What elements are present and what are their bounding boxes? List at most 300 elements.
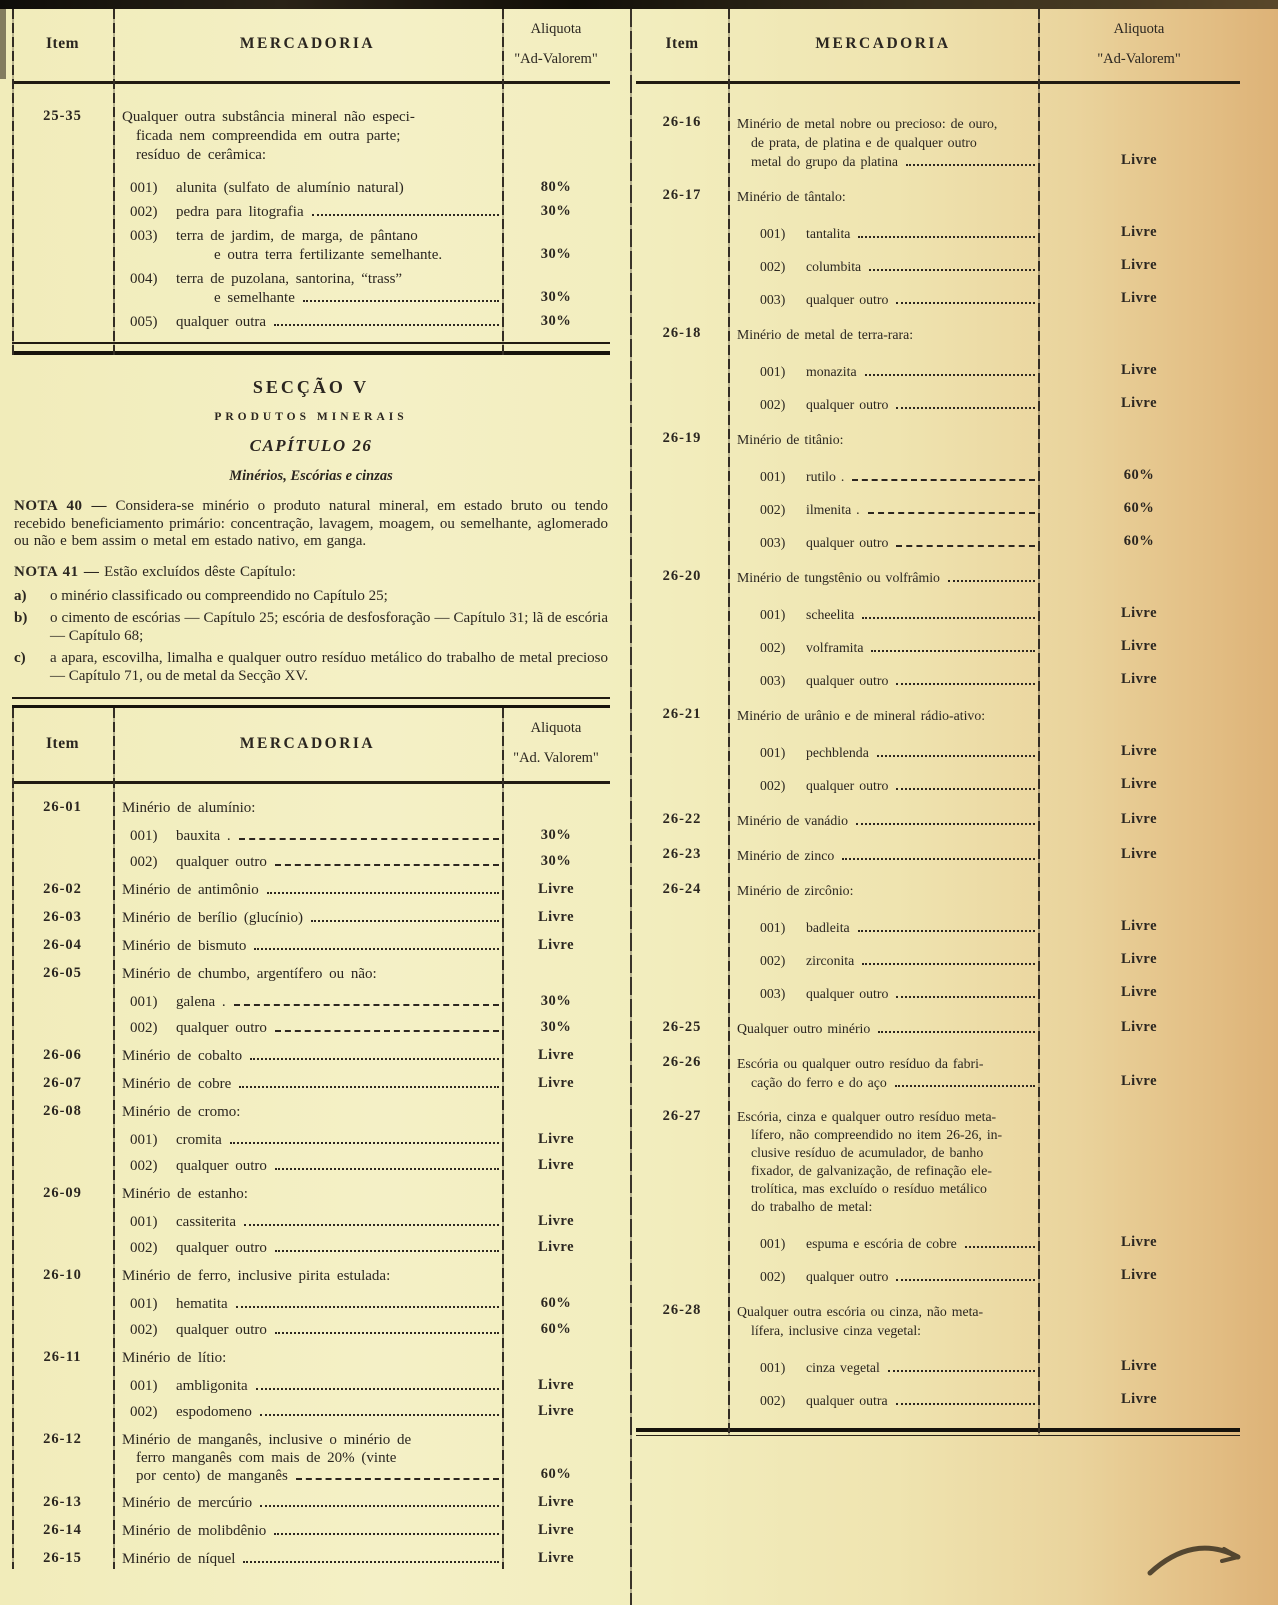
rate-value: Livre bbox=[537, 908, 575, 925]
subitem-code: 003) bbox=[130, 228, 158, 245]
item-number-empty bbox=[12, 1239, 113, 1258]
description-text: qualquer outro bbox=[806, 397, 889, 413]
subitem-description bbox=[113, 1321, 502, 1340]
table-row bbox=[636, 187, 1240, 206]
rate-value: 60% bbox=[540, 1320, 572, 1337]
description-line bbox=[760, 984, 1038, 1003]
description-line bbox=[737, 1108, 1038, 1126]
rate-value: 60% bbox=[540, 1465, 572, 1482]
dot-leader bbox=[250, 1058, 499, 1060]
description-line bbox=[130, 1213, 502, 1231]
item-number: 26-02 bbox=[43, 880, 82, 897]
item-number-empty bbox=[636, 743, 728, 762]
rate-value bbox=[1038, 447, 1240, 449]
table-subrow bbox=[636, 500, 1240, 519]
subitem-description bbox=[113, 1239, 502, 1258]
description-line bbox=[737, 133, 1038, 152]
description-text: por cento) de manganês bbox=[136, 1467, 288, 1484]
rate-value: Livre bbox=[1120, 918, 1158, 935]
subitem-code: 001) bbox=[130, 1295, 158, 1312]
dot-leader bbox=[275, 1030, 499, 1032]
merchandise-description bbox=[728, 811, 1038, 830]
subitem-code: 001) bbox=[760, 745, 786, 761]
description-text: metal do grupo da platina bbox=[751, 154, 898, 170]
description-line bbox=[737, 1019, 1038, 1038]
subitem-code: 002) bbox=[760, 1393, 786, 1409]
merchandise-description bbox=[113, 909, 502, 928]
subitem-description bbox=[728, 362, 1038, 381]
item-number: 26-20 bbox=[662, 568, 702, 585]
item-number: 26-08 bbox=[43, 1102, 82, 1119]
description-text: Minério de bismuto bbox=[122, 937, 247, 954]
description-line bbox=[760, 1267, 1038, 1286]
rate-value: Livre bbox=[537, 1212, 575, 1229]
rate-value: 30% bbox=[540, 826, 572, 843]
description-text: qualquer outro bbox=[806, 535, 889, 551]
description-text: Minério de berílio (glucínio) bbox=[122, 909, 304, 926]
table-subrow bbox=[636, 671, 1240, 690]
exclusion-item bbox=[14, 609, 608, 645]
exclusion-text: a apara, escovilha, limalha e qualquer outro resíduo metálico do trabalho de metal precioso — Capítulo 71, ou de metal da Secção XV. bbox=[50, 650, 608, 685]
dot-leader bbox=[239, 1086, 499, 1088]
exclusion-item bbox=[14, 649, 608, 685]
item-number-empty bbox=[636, 1358, 728, 1377]
table-subrow bbox=[636, 257, 1240, 276]
subitem-code: 001) bbox=[760, 226, 786, 242]
item-number-empty bbox=[12, 853, 113, 872]
item-number-empty bbox=[636, 1234, 728, 1253]
description-text: qualquer outra bbox=[176, 314, 267, 331]
description-text: Minério de lítio: bbox=[122, 1349, 227, 1366]
column-header-mercadoria: MERCADORIA bbox=[239, 734, 376, 752]
description-line bbox=[122, 1047, 502, 1065]
description-text: de prata, de platina e de qualquer outro bbox=[751, 135, 977, 151]
rate-value: Livre bbox=[537, 1493, 575, 1510]
table-row bbox=[636, 1054, 1240, 1092]
description-line bbox=[737, 152, 1038, 171]
exclusion-text: o minério classificado ou compreendido no Capítulo 25; bbox=[50, 588, 388, 605]
subitem-description bbox=[728, 984, 1038, 1003]
subitem-description bbox=[113, 1157, 502, 1176]
item-number-empty bbox=[636, 257, 728, 276]
dot-leader bbox=[254, 948, 499, 950]
table-subrow bbox=[636, 984, 1240, 1003]
description-text: rutilo . bbox=[806, 469, 845, 485]
table-row bbox=[636, 1019, 1240, 1038]
merchandise-description bbox=[728, 1019, 1038, 1038]
rate-value bbox=[502, 1119, 610, 1121]
table-subrow bbox=[636, 743, 1240, 762]
section-subtitle-produtos: PRODUTOS MINERAIS bbox=[214, 411, 408, 424]
ad-valorem-label: "Ad. Valorem" bbox=[513, 750, 599, 767]
description-text: resíduo de cerâmica: bbox=[136, 147, 267, 164]
description-text: fixador, de galvanização, de refinação ele- bbox=[751, 1163, 992, 1179]
subitem-description bbox=[113, 313, 502, 332]
description-line bbox=[130, 1377, 502, 1395]
dot-leader bbox=[896, 545, 1035, 547]
item-number-empty bbox=[12, 1403, 113, 1422]
table-subrow bbox=[636, 1267, 1240, 1286]
rate-value: Livre bbox=[537, 880, 575, 897]
item-number: 26-22 bbox=[662, 811, 702, 828]
rate-value bbox=[1038, 585, 1240, 587]
subitem-description bbox=[728, 257, 1038, 276]
description-line bbox=[760, 224, 1038, 243]
table-row bbox=[12, 1522, 610, 1541]
description-line bbox=[130, 270, 502, 289]
description-text: galena . bbox=[176, 993, 226, 1010]
dot-leader bbox=[896, 788, 1035, 790]
nota-41-label: NOTA 41 — bbox=[14, 563, 100, 580]
item-number-empty bbox=[636, 224, 728, 243]
table-subrow bbox=[12, 1019, 610, 1038]
rate-value bbox=[502, 163, 610, 165]
table-closing-rule bbox=[636, 1428, 1240, 1436]
subitem-code: 001) bbox=[130, 827, 158, 844]
subitem-description bbox=[113, 993, 502, 1012]
description-line bbox=[737, 430, 1038, 449]
table-row bbox=[12, 1494, 610, 1513]
description-line bbox=[737, 187, 1038, 206]
subitem-code: 002) bbox=[760, 1269, 786, 1285]
subitem-description bbox=[728, 224, 1038, 243]
description-line bbox=[737, 1321, 1038, 1340]
table-row bbox=[12, 1075, 610, 1094]
description-line bbox=[737, 1144, 1038, 1162]
rate-value: 60% bbox=[540, 1294, 572, 1311]
rate-value: 30% bbox=[540, 1018, 572, 1035]
table-border-line bbox=[12, 9, 14, 355]
dot-leader bbox=[858, 930, 1035, 932]
dot-leader bbox=[260, 1505, 499, 1507]
description-line bbox=[737, 1180, 1038, 1198]
description-text: ilmenita . bbox=[806, 502, 860, 518]
exclusion-text: o cimento de escórias — Capítulo 25; escória de desfosforação — Capítulo 31; lã de escória — Capítulo 68; bbox=[50, 610, 608, 645]
description-line bbox=[737, 568, 1038, 587]
subitem-code: 001) bbox=[130, 993, 158, 1010]
rate-value: Livre bbox=[1120, 951, 1158, 968]
rate-value: Livre bbox=[1120, 395, 1158, 412]
description-line bbox=[122, 1075, 502, 1093]
item-number: 26-27 bbox=[662, 1108, 702, 1125]
description-line bbox=[122, 1522, 502, 1540]
table-subrow bbox=[12, 203, 610, 222]
description-line bbox=[760, 918, 1038, 937]
subitem-description bbox=[728, 671, 1038, 690]
subitem-code: 002) bbox=[130, 1321, 158, 1338]
description-line bbox=[737, 1302, 1038, 1321]
subitem-code: 001) bbox=[130, 1131, 158, 1148]
merchandise-description bbox=[728, 881, 1038, 900]
table-row bbox=[12, 1550, 610, 1569]
description-text: Minério de cromo: bbox=[122, 1103, 241, 1120]
item-number: 26-12 bbox=[43, 1430, 82, 1447]
item-number-empty bbox=[636, 290, 728, 309]
dot-leader bbox=[311, 920, 499, 922]
description-text: Minério de molibdênio bbox=[122, 1522, 267, 1539]
merchandise-description bbox=[728, 1108, 1038, 1216]
rate-value: 30% bbox=[540, 852, 572, 869]
table-body bbox=[12, 84, 610, 332]
table-header-row bbox=[12, 708, 610, 783]
subitem-code: 001) bbox=[130, 1377, 158, 1394]
rate-value: Livre bbox=[537, 1549, 575, 1566]
merchandise-description bbox=[728, 325, 1038, 344]
description-line bbox=[130, 827, 502, 845]
subitem-description bbox=[728, 533, 1038, 552]
rate-value: Livre bbox=[1120, 224, 1158, 241]
item-number: 26-06 bbox=[43, 1046, 82, 1063]
subitem-description bbox=[728, 605, 1038, 624]
subitem-description bbox=[728, 918, 1038, 937]
subitem-description bbox=[728, 776, 1038, 795]
rate-value: Livre bbox=[1120, 846, 1158, 863]
rate-value: Livre bbox=[1120, 1019, 1158, 1036]
column-separator-line bbox=[502, 708, 504, 1568]
description-text: scheelita bbox=[806, 607, 855, 623]
description-line bbox=[122, 909, 502, 927]
table-subrow bbox=[12, 270, 610, 308]
rate-value: Livre bbox=[537, 1238, 575, 1255]
description-text: qualquer outro bbox=[176, 853, 267, 870]
item-number-empty bbox=[636, 362, 728, 381]
description-text: espodomeno bbox=[176, 1403, 252, 1420]
item-number: 26-13 bbox=[43, 1493, 82, 1510]
description-text: Minério de metal nobre ou precioso: de ouro, bbox=[737, 116, 998, 132]
description-line bbox=[737, 811, 1038, 830]
description-line bbox=[760, 776, 1038, 795]
rate-value bbox=[502, 815, 610, 817]
subitem-description bbox=[113, 179, 502, 198]
description-text: Minério de antimônio bbox=[122, 881, 259, 898]
description-text: terra de jardim, de marga, de pântano bbox=[176, 228, 418, 245]
description-line bbox=[122, 1550, 502, 1568]
merchandise-description bbox=[728, 430, 1038, 449]
chapter-title: CAPÍTULO 26 bbox=[249, 436, 373, 456]
description-text: Qualquer outro minério bbox=[737, 1021, 871, 1037]
subitem-description bbox=[728, 290, 1038, 309]
table-row bbox=[636, 114, 1240, 171]
item-number: 26-21 bbox=[662, 706, 702, 723]
subitem-code: 002) bbox=[760, 259, 786, 275]
description-text: pechblenda bbox=[806, 745, 869, 761]
description-line bbox=[760, 743, 1038, 762]
description-line bbox=[130, 1321, 502, 1339]
dot-leader bbox=[239, 838, 499, 840]
exclusion-letter: c) bbox=[14, 650, 26, 667]
subitem-description bbox=[113, 1131, 502, 1150]
dot-leader bbox=[877, 755, 1035, 757]
table-row bbox=[12, 909, 610, 928]
dot-leader bbox=[236, 1306, 499, 1308]
rate-value bbox=[502, 1283, 610, 1285]
table-row bbox=[12, 1349, 610, 1367]
ad-valorem-label: "Ad-Valorem" bbox=[514, 50, 598, 67]
table-row bbox=[12, 108, 610, 165]
rate-value: Livre bbox=[1120, 257, 1158, 274]
nota-40-paragraph bbox=[14, 498, 608, 551]
item-number: 26-18 bbox=[662, 325, 702, 342]
description-text: terra de puzolana, santorina, “trass” bbox=[176, 271, 403, 288]
description-line bbox=[737, 1126, 1038, 1144]
description-text: qualquer outro bbox=[806, 292, 889, 308]
dot-leader bbox=[906, 164, 1035, 166]
dot-leader bbox=[888, 1370, 1035, 1372]
subitem-code: 003) bbox=[760, 673, 786, 689]
description-line bbox=[737, 1054, 1038, 1073]
rate-value: 60% bbox=[1123, 467, 1155, 484]
item-number: 26-09 bbox=[43, 1184, 82, 1201]
subitem-description bbox=[728, 500, 1038, 519]
description-text: Minério de vanádio bbox=[737, 813, 849, 829]
merchandise-description bbox=[113, 1431, 502, 1485]
dot-leader bbox=[230, 1142, 499, 1144]
subitem-code: 002) bbox=[130, 1239, 158, 1256]
dot-leader bbox=[274, 1533, 499, 1535]
nota-40-text: Considera-se minério o produto natural mineral, em estado bruto ou tendo recebido beneficiamento primário: concentração, lavagem, moagem, ou semelhante, aglomerado ou não e bem assim o metal em estado nativo, em ganga. bbox=[14, 498, 608, 550]
description-text: do trabalho de metal: bbox=[751, 1199, 873, 1215]
description-line bbox=[130, 1131, 502, 1149]
rate-value: Livre bbox=[537, 1402, 575, 1419]
table-subrow bbox=[636, 395, 1240, 414]
merchandise-description bbox=[728, 1054, 1038, 1092]
description-text: espuma e escória de cobre bbox=[806, 1236, 957, 1252]
description-line bbox=[122, 799, 502, 817]
item-number-empty bbox=[636, 918, 728, 937]
description-line bbox=[130, 1157, 502, 1175]
dot-leader bbox=[244, 1224, 499, 1226]
item-number-empty bbox=[12, 1213, 113, 1232]
item-number-empty bbox=[636, 605, 728, 624]
rate-value: Livre bbox=[1120, 984, 1158, 1001]
table-subrow bbox=[12, 179, 610, 198]
description-line bbox=[760, 395, 1038, 414]
table-body bbox=[12, 784, 610, 1569]
table-subrow bbox=[12, 1321, 610, 1340]
item-number: 26-25 bbox=[662, 1019, 702, 1036]
item-number: 26-17 bbox=[662, 187, 702, 204]
table-row bbox=[636, 430, 1240, 449]
description-line bbox=[130, 1239, 502, 1257]
rate-value: Livre bbox=[1120, 152, 1158, 169]
dot-leader bbox=[275, 1250, 499, 1252]
description-text: qualquer outro bbox=[176, 1239, 267, 1256]
table-subrow bbox=[12, 1403, 610, 1422]
description-text: pedra para litografia bbox=[176, 204, 304, 221]
description-line bbox=[122, 108, 502, 127]
description-text: bauxita . bbox=[176, 827, 231, 844]
column-header-item: Item bbox=[665, 35, 699, 53]
table-row bbox=[636, 1302, 1240, 1340]
column-header-aliquota bbox=[1038, 21, 1240, 67]
description-text: qualquer outro bbox=[806, 673, 889, 689]
description-text: qualquer outro bbox=[806, 986, 889, 1002]
column-separator-line bbox=[728, 9, 730, 1436]
rate-value: Livre bbox=[1120, 638, 1158, 655]
item-number: 26-23 bbox=[662, 846, 702, 863]
merchandise-description bbox=[728, 1302, 1038, 1340]
subitem-code: 004) bbox=[130, 271, 158, 288]
description-line bbox=[737, 846, 1038, 865]
table-row bbox=[636, 811, 1240, 830]
subitem-code: 001) bbox=[760, 920, 786, 936]
merchandise-description bbox=[113, 1047, 502, 1066]
subitem-description bbox=[728, 1234, 1038, 1253]
rate-value: Livre bbox=[1120, 605, 1158, 622]
item-number: 26-28 bbox=[662, 1302, 702, 1319]
nota-40-label: NOTA 40 — bbox=[14, 498, 107, 515]
subitem-code: 001) bbox=[130, 180, 158, 197]
item-number-empty bbox=[12, 993, 113, 1012]
item-number: 26-10 bbox=[43, 1266, 82, 1283]
description-text: e semelhante bbox=[214, 290, 295, 307]
description-line bbox=[760, 290, 1038, 309]
rate-value: 80% bbox=[540, 179, 572, 196]
description-line bbox=[122, 965, 502, 983]
table-row bbox=[12, 799, 610, 817]
description-text: trolítica, mas excluído o resíduo metálico bbox=[751, 1181, 987, 1197]
description-text: tantalita bbox=[806, 226, 851, 242]
column-separator-line bbox=[502, 9, 504, 355]
item-number-empty bbox=[636, 951, 728, 970]
description-text: Minério de alumínio: bbox=[122, 799, 256, 816]
table-subrow bbox=[636, 533, 1240, 552]
rate-value: 30% bbox=[540, 289, 572, 306]
merchandise-description bbox=[113, 937, 502, 956]
pen-arrow-mark bbox=[1146, 1535, 1250, 1579]
table-subrow bbox=[636, 951, 1240, 970]
subitem-description bbox=[113, 1403, 502, 1422]
item-number: 26-01 bbox=[43, 798, 82, 815]
description-text: Minério de zinco bbox=[737, 848, 835, 864]
exclusion-letter: b) bbox=[14, 610, 28, 627]
subitem-description bbox=[113, 1295, 502, 1314]
rate-value bbox=[502, 1365, 610, 1367]
table-subrow bbox=[12, 1131, 610, 1150]
item-number-empty bbox=[636, 984, 728, 1003]
description-line bbox=[122, 1103, 502, 1121]
column-separator-line bbox=[113, 9, 115, 355]
dot-leader bbox=[862, 963, 1035, 965]
description-text: Minério de chumbo, argentífero ou não: bbox=[122, 965, 377, 982]
item-number-empty bbox=[12, 179, 113, 198]
column-separator-line bbox=[113, 708, 115, 1568]
rate-value bbox=[1038, 1214, 1240, 1216]
table-subrow bbox=[12, 1239, 610, 1258]
dot-leader bbox=[896, 407, 1035, 409]
exclusion-item bbox=[14, 587, 608, 605]
dot-leader bbox=[256, 1388, 499, 1390]
description-line bbox=[760, 671, 1038, 690]
description-text: Minério de mercúrio bbox=[122, 1494, 253, 1511]
column-header-mercadoria: MERCADORIA bbox=[815, 35, 951, 53]
merchandise-description bbox=[113, 965, 502, 983]
description-line bbox=[737, 1162, 1038, 1180]
table-subrow bbox=[636, 1391, 1240, 1410]
item-number: 26-19 bbox=[662, 430, 702, 447]
description-text: e outra terra fertilizante semelhante. bbox=[214, 247, 443, 264]
table-subrow bbox=[636, 1234, 1240, 1253]
description-text: Minério de cobre bbox=[122, 1075, 232, 1092]
subitem-description bbox=[728, 951, 1038, 970]
description-line bbox=[130, 289, 502, 308]
rate-value: Livre bbox=[1120, 1358, 1158, 1375]
description-line bbox=[130, 203, 502, 222]
column-header-item: Item bbox=[46, 35, 79, 53]
description-text: columbita bbox=[806, 259, 862, 275]
table-closing-rule bbox=[12, 342, 610, 355]
item-number: 26-05 bbox=[43, 964, 82, 981]
